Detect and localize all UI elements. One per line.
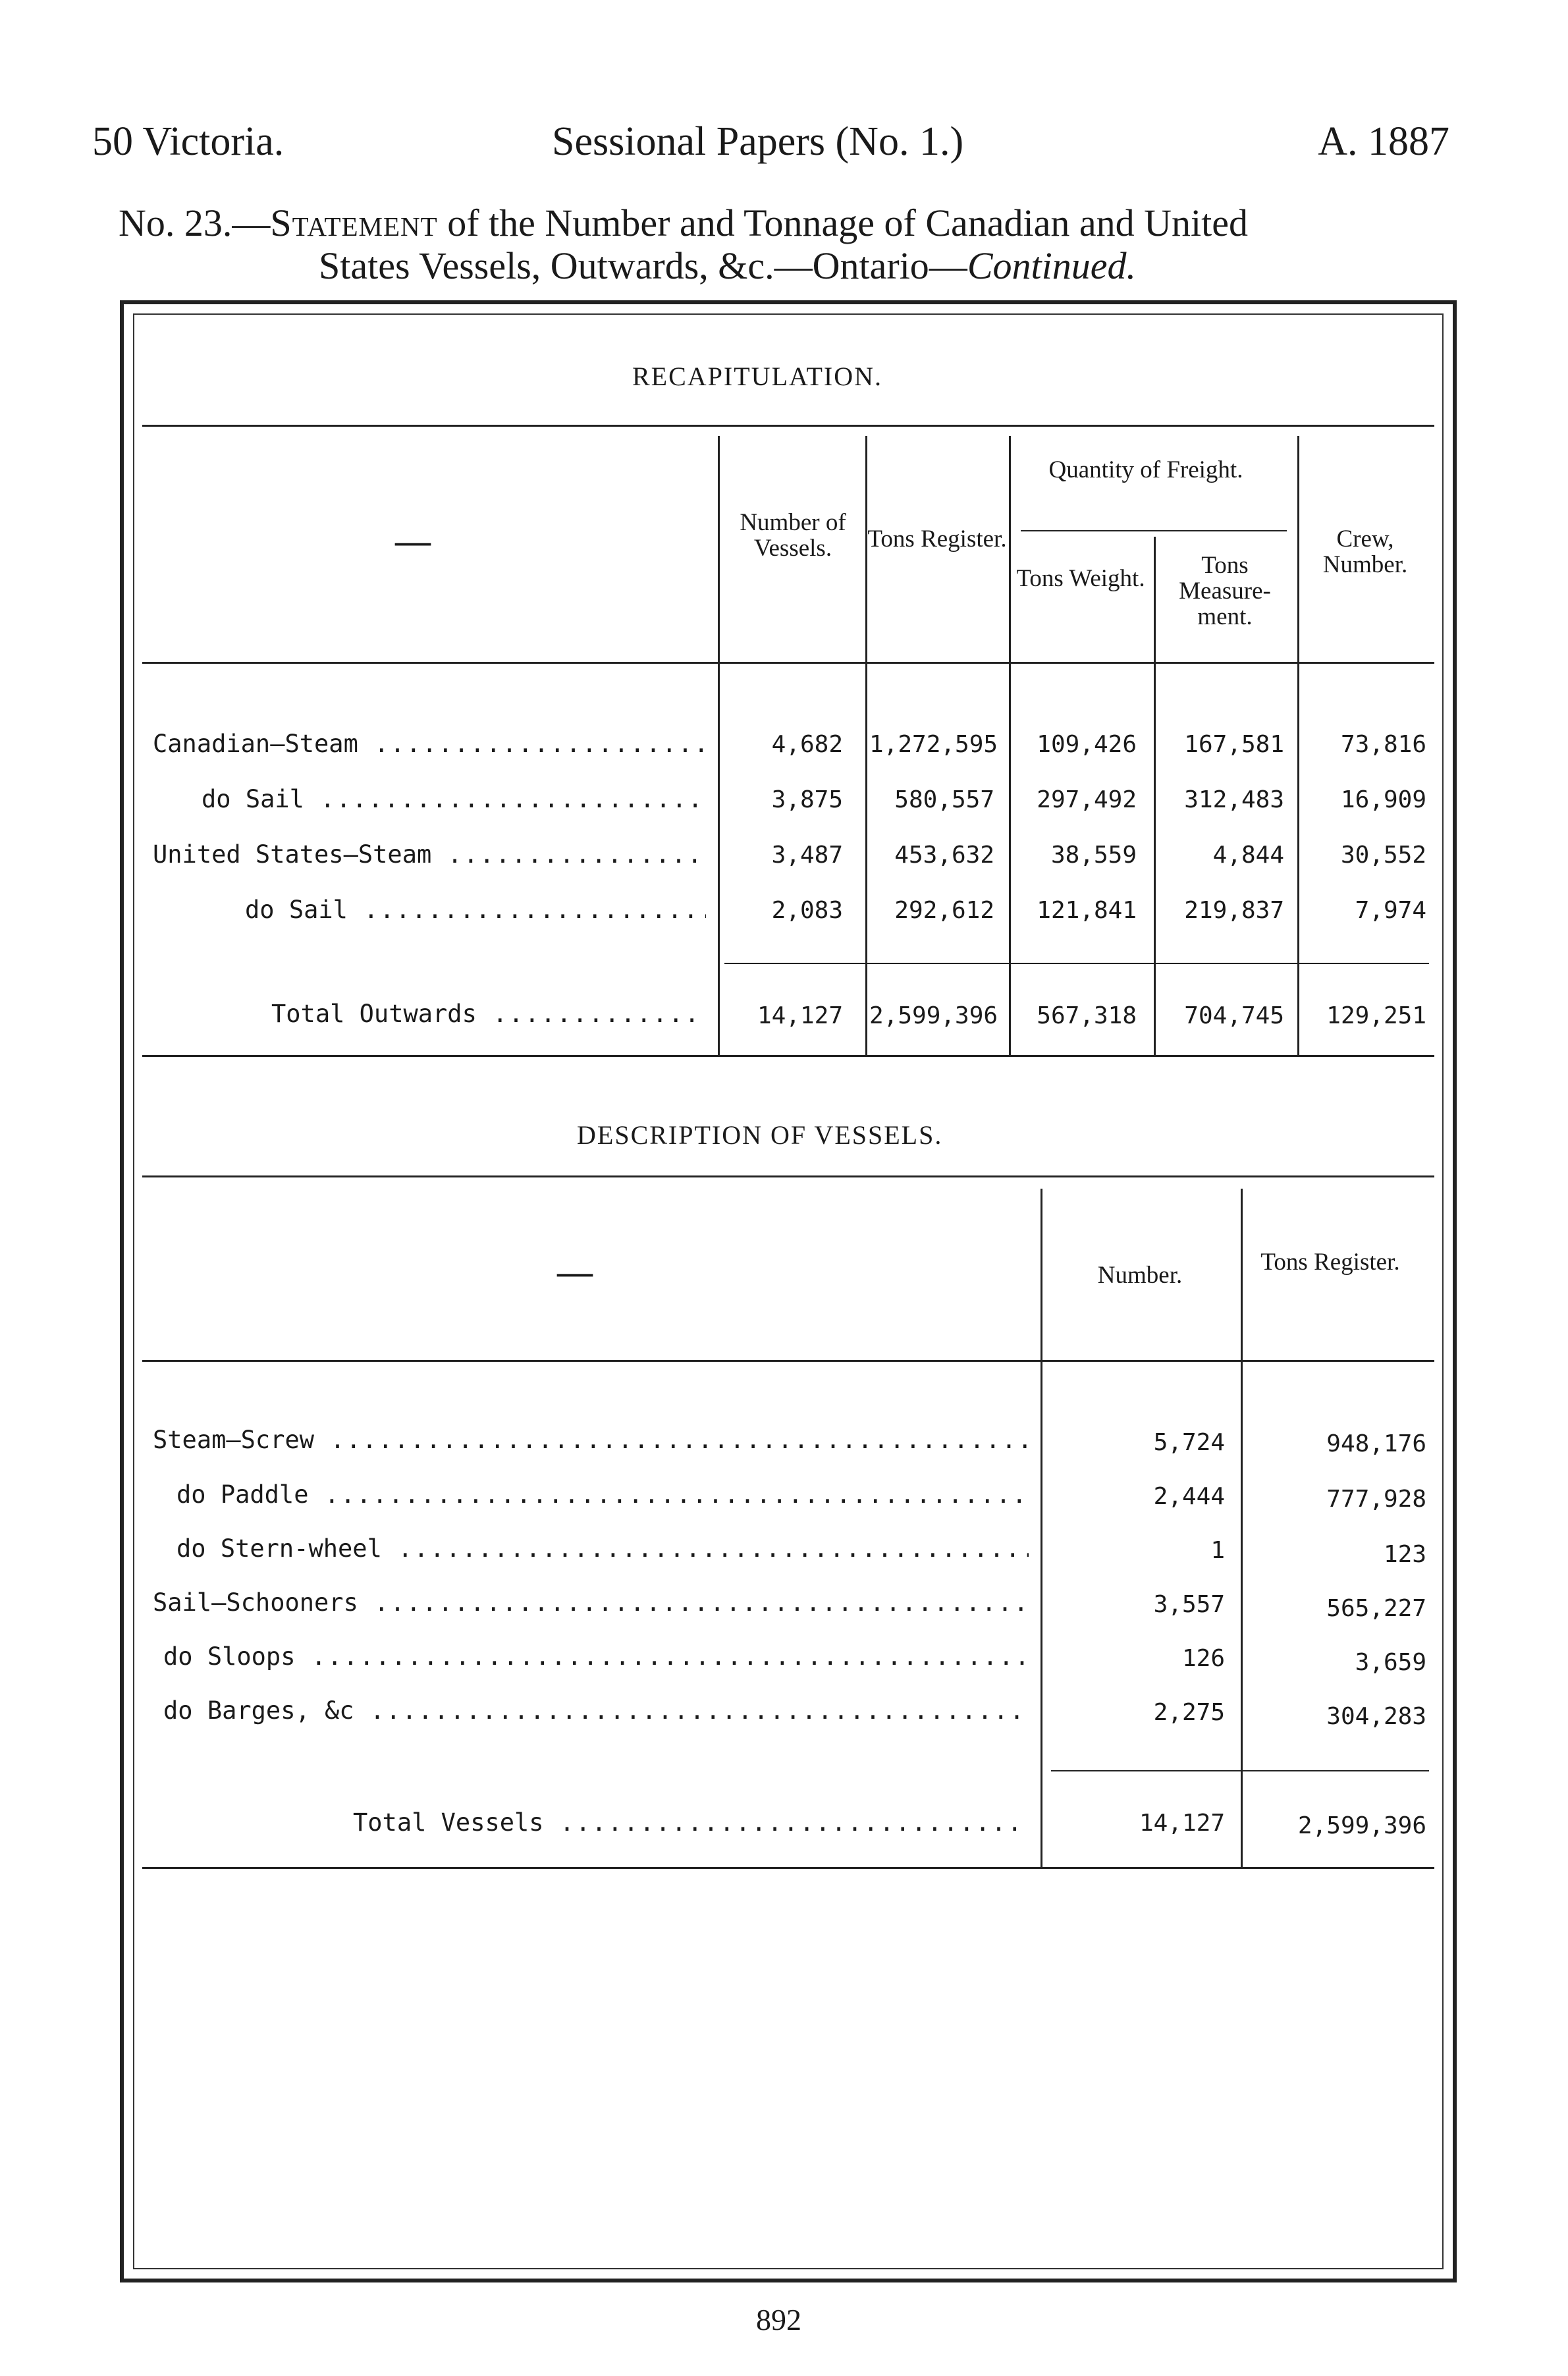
col-crew-number: Crew, Number. (1322, 526, 1408, 578)
recap-total-tons-measurement: 704,745 (1184, 1002, 1284, 1029)
description-total-label: Total Vessels ..... (353, 1808, 1029, 1837)
description-tons-register: 304,283 (1326, 1703, 1426, 1730)
description-number: 1 (1210, 1537, 1225, 1564)
statement-subtitle: States Vessels, Outwards, &c.—Ontario— (319, 244, 967, 287)
recap-vessels: 3,875 (771, 786, 843, 813)
description-number: 2,444 (1153, 1483, 1225, 1510)
description-top-rule (142, 1175, 1434, 1177)
recap-total-tons-register: 2,599,396 (869, 1002, 998, 1029)
col-tons-measurement: Tons Measure-ment. (1179, 552, 1271, 630)
recap-row-label: do Sail ..... (202, 785, 706, 813)
recap-crew: 30,552 (1340, 842, 1426, 869)
description-number: 126 (1181, 1645, 1225, 1672)
description-tons-register: 777,928 (1326, 1486, 1426, 1513)
statement-title-line2 (319, 244, 1136, 288)
recap-crew: 16,909 (1340, 786, 1426, 813)
recapitulation-heading: RECAPITULATION. (632, 362, 882, 391)
recap-total-crew: 129,251 (1326, 1002, 1426, 1029)
recap-tons-weight: 38,559 (1050, 842, 1137, 869)
recap-tons-weight: 109,426 (1037, 731, 1137, 758)
recap-col-rule (1154, 537, 1156, 1055)
recap-col-rule (1009, 436, 1011, 1055)
statement-number: No. 23.— (119, 202, 271, 244)
header-publication: Sessional Papers (No. 1.) (552, 119, 964, 164)
recap-total-label: Total Outwards ..... (271, 1000, 706, 1028)
col-tons-weight: Tons Weight. (1016, 565, 1145, 592)
recap-tons-register: 1,272,595 (869, 731, 998, 758)
recap-tons-weight: 297,492 (1037, 786, 1137, 813)
recap-tons-register: 453,632 (894, 842, 994, 869)
recap-col-rule (865, 436, 867, 1055)
recap-row-label: do Sail ..... (245, 896, 706, 924)
recap-vessels: 4,682 (771, 731, 843, 758)
recap-tons-measurement: 312,483 (1184, 786, 1284, 813)
recap-crew: 73,816 (1340, 731, 1426, 758)
description-tons-register: 565,227 (1326, 1595, 1426, 1622)
description-row-label: do Barges, &c ..... (163, 1696, 1029, 1725)
description-row-label: Steam—Screw ..... (153, 1426, 1029, 1454)
statement-title-line1 (119, 201, 1248, 245)
recap-vessels: 2,083 (771, 897, 843, 924)
description-total-tons-register: 2,599,396 (1297, 1812, 1426, 1839)
recap-tons-weight: 121,841 (1037, 897, 1137, 924)
recap-header-rule (142, 662, 1434, 664)
description-col-rule (1241, 1189, 1243, 1867)
description-number: 3,557 (1153, 1591, 1225, 1618)
description-row-label: Sail—Schooners ..... (153, 1588, 1029, 1617)
col-tons-register-desc: Tons Register. (1260, 1249, 1400, 1276)
recap-total-vessels: 14,127 (757, 1002, 843, 1029)
description-tons-register: 948,176 (1326, 1430, 1426, 1457)
description-heading: DESCRIPTION OF VESSELS. (577, 1120, 943, 1150)
description-tons-register: 123 (1383, 1541, 1426, 1568)
statement-word: Statement (270, 202, 438, 244)
page-number: 892 (756, 2303, 801, 2336)
recap-stub-dash: — (395, 521, 431, 560)
recap-col-rule (718, 436, 720, 1055)
recap-tons-measurement: 4,844 (1212, 842, 1284, 869)
recap-col-rule (1297, 436, 1299, 1055)
recap-total-tons-weight: 567,318 (1037, 1002, 1137, 1029)
description-row-label: do Sloops ..... (163, 1642, 1029, 1671)
recap-tons-measurement: 167,581 (1184, 731, 1284, 758)
continued-label: Continued. (967, 244, 1136, 287)
description-bottom-rule (142, 1867, 1434, 1869)
description-total-rule (1051, 1770, 1429, 1771)
recap-total-rule (724, 963, 1429, 964)
description-col-rule (1041, 1189, 1042, 1867)
description-row-label: do Stern-wheel ..... (176, 1534, 1029, 1563)
header-session: 50 Victoria. (92, 119, 284, 164)
col-quantity-of-freight: Quantity of Freight. (1048, 456, 1243, 483)
col-number-of-vessels: Number of Vessels. (740, 509, 846, 562)
description-total-number: 14,127 (1139, 1810, 1225, 1837)
recap-tons-register: 580,557 (894, 786, 994, 813)
recap-tons-measurement: 219,837 (1184, 897, 1284, 924)
recap-vessels: 3,487 (771, 842, 843, 869)
recap-row-label: Canadian—Steam ..... (153, 730, 706, 758)
statement-title-rest: of the Number and Tonnage of Canadian and United (447, 202, 1248, 244)
description-number: 5,724 (1153, 1429, 1225, 1456)
recap-tons-register: 292,612 (894, 897, 994, 924)
description-tons-register: 3,659 (1355, 1649, 1426, 1676)
recap-crew: 7,974 (1355, 897, 1426, 924)
description-number: 2,275 (1153, 1699, 1225, 1726)
description-stub-dash: — (557, 1252, 593, 1291)
recap-row-label: United States—Steam ..... (153, 840, 706, 869)
recap-top-rule (142, 425, 1434, 427)
header-year: A. 1887 (1318, 119, 1449, 164)
recap-bottom-rule (142, 1055, 1434, 1057)
col-tons-register: Tons Register. (867, 526, 1007, 553)
freight-group-rule (1021, 530, 1287, 531)
description-row-label: do Paddle ..... (176, 1480, 1029, 1509)
col-number: Number. (1097, 1262, 1183, 1289)
